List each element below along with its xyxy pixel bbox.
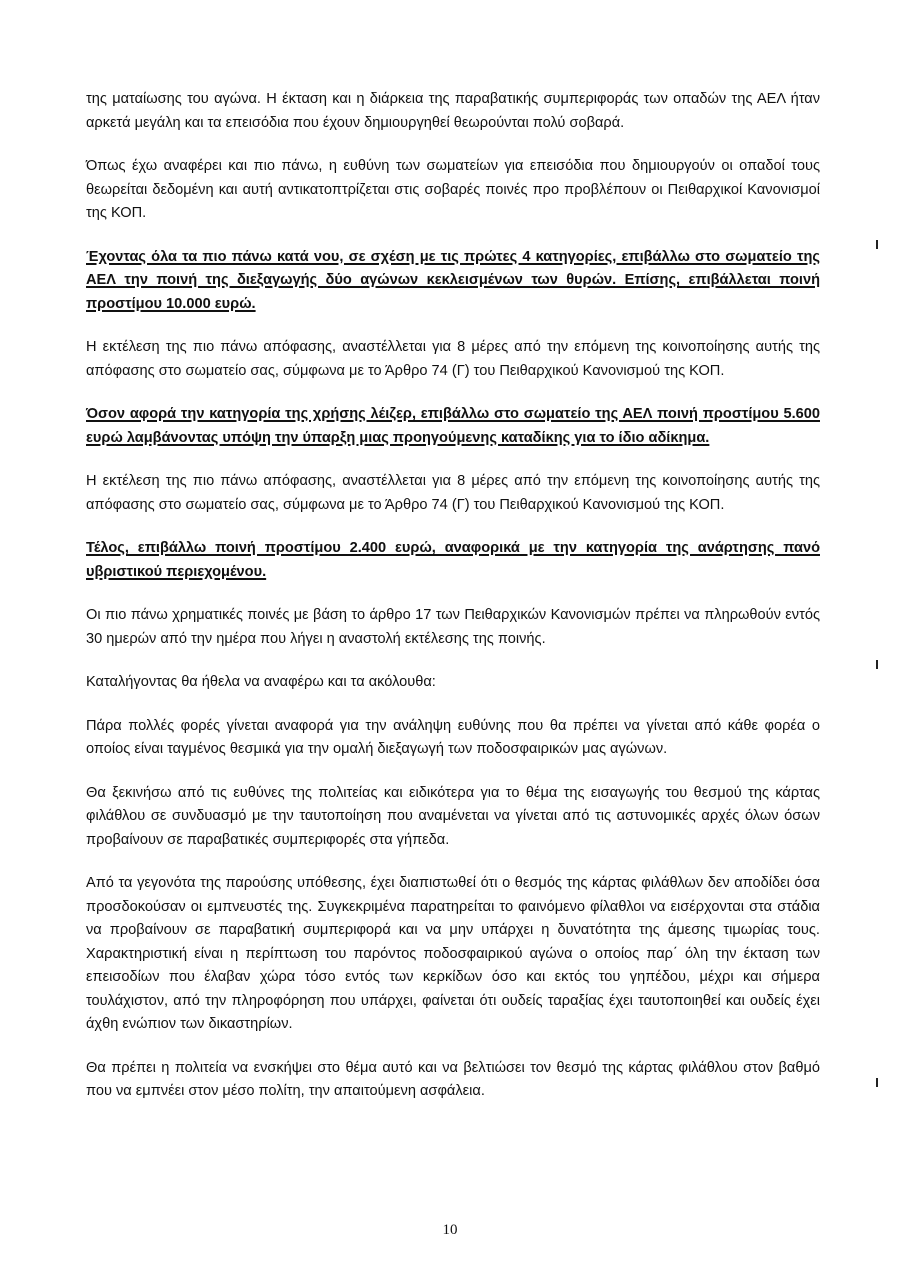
- paragraph: Θα ξεκινήσω από τις ευθύνες της πολιτείας και ειδικότερα για το θέμα της εισαγωγής του θεσμού της κάρτας φιλάθλου σε συνδυασμό με την ταυτοποίηση που αναμένεται να γίνεται από τις αστυνομικές αρχές όλων όσων προβαίνουν σε παραβατικές συμπεριφορές στα γήπεδα.: [86, 784, 820, 848]
- document-body: [86, 88, 820, 1124]
- paragraph: Όπως έχω αναφέρει και πιο πάνω, η ευθύνη των σωματείων για επεισόδια που δημιουργούν οι οπαδοί τους θεωρείται δεδομένη και αυτή αντικατοπτρίζεται στις σοβαρές ποινές προ προβλέπουν οι Πειθαρχικοί Κανονισμοί της ΚΟΠ.: [86, 158, 820, 221]
- paragraph: Από τα γεγονότα της παρούσης υπόθεσης, έχει διαπιστωθεί ότι ο θεσμός της κάρτας φιλάθλων δεν αποδίδει όσα προσδοκούσαν οι εμπνευστές της. Συγκεκριμένα παρατηρείται το φαινόμενο φίλαθλοι να εισέρχονται στα στάδια να προβαίνουν σε παραβατική συμπεριφορά και να μην υπάρχει η δυνατότητα της άμεσης τιμωρίας τους. Χαρακτηριστική είναι η περίπτωση του παρόντος ποδοσφαιρικού αγώνα ο οποίος παρ΄ όλη την έκταση των επεισοδίων που έλαβαν χώρα τόσο εντός των κερκίδων όσο και εκτός του γηπέδου, μέχρι και σήμερα τουλάχιστον, από την πληροφόρηση που υπάρχει, φαίνεται ότι ουδείς ταραξίας έχει ταυτοποιηθεί και ουδείς έχει άχθη ενώπιον των δικαστηρίων.: [86, 875, 820, 1032]
- paragraph: Οι πιο πάνω χρηματικές ποινές με βάση το άρθρο 17 των Πειθαρχικών Κανονισμών πρέπει να πληρωθούν εντός 30 ημερών από την ημέρα που λήγει η αναστολή εκτέλεσης της ποινής.: [86, 607, 820, 647]
- ruling-paragraph: Όσον αφορά την κατηγορία της χρήσης λέιζερ, επιβάλλω στο σωματείο της ΑΕΛ ποινή προστίμου 5.600 ευρώ λαμβάνοντας υπόψη την ύπαρξη μιας προηγούμενης καταδίκης για το ίδιο αδίκημα.: [86, 406, 820, 446]
- page-number: 10: [442, 1222, 458, 1238]
- scan-mark: [876, 660, 878, 669]
- paragraph: της ματαίωσης του αγώνα. Η έκταση και η διάρκεια της παραβατικής συμπεριφοράς των οπαδών της ΑΕΛ ήταν αρκετά μεγάλη και τα επεισόδια που έχουν δημιουργηθεί θεωρούνται πολύ σοβαρά.: [86, 91, 820, 131]
- scan-mark: [876, 1078, 878, 1087]
- ruling-paragraph: Έχοντας όλα τα πιο πάνω κατά νου, σε σχέση με τις πρώτες 4 κατηγορίες, επιβάλλω στο σωματείο της ΑΕΛ την ποινή της διεξαγωγής δύο αγώνων κεκλεισμένων των θυρών. Επίσης, επιβάλλεται ποινή προστίμου 10.000 ευρώ.: [86, 248, 820, 312]
- paragraph: Η εκτέλεση της πιο πάνω απόφασης, αναστέλλεται για 8 μέρες από την επόμενη της κοινοποίησης αυτής της απόφασης στο σωματείο σας, σύμφωνα με το Άρθρο 74 (Γ) του Πειθαρχικού Κανονισμού της ΚΟΠ.: [86, 473, 820, 513]
- paragraph: Πάρα πολλές φορές γίνεται αναφορά για την ανάληψη ευθύνης που θα πρέπει να γίνεται από κάθε φορέα ο οποίος είναι ταγμένος θεσμικά για την ομαλή διεξαγωγή των ποδοσφαιρικών μας αγώνων.: [86, 717, 820, 757]
- ruling-paragraph: Τέλος, επιβάλλω ποινή προστίμου 2.400 ευρώ, αναφορικά με την κατηγορία της ανάρτησης πανό υβριστικού περιεχομένου.: [86, 540, 820, 580]
- scan-mark: [876, 240, 878, 249]
- paragraph: Καταλήγοντας θα ήθελα να αναφέρω και τα ακόλουθα:: [86, 674, 436, 690]
- paragraph: Η εκτέλεση της πιο πάνω απόφασης, αναστέλλεται για 8 μέρες από την επόμενη της κοινοποίησης αυτής της απόφασης στο σωματείο σας, σύμφωνα με το Άρθρο 74 (Γ) του Πειθαρχικού Κανονισμού της ΚΟΠ.: [86, 339, 820, 379]
- paragraph: Θα πρέπει η πολιτεία να ενσκήψει στο θέμα αυτό και να βελτιώσει τον θεσμό της κάρτας φιλάθλου στον βαθμό που να εμπνέει στον μέσο πολίτη, την απαιτούμενη ασφάλεια.: [86, 1059, 820, 1099]
